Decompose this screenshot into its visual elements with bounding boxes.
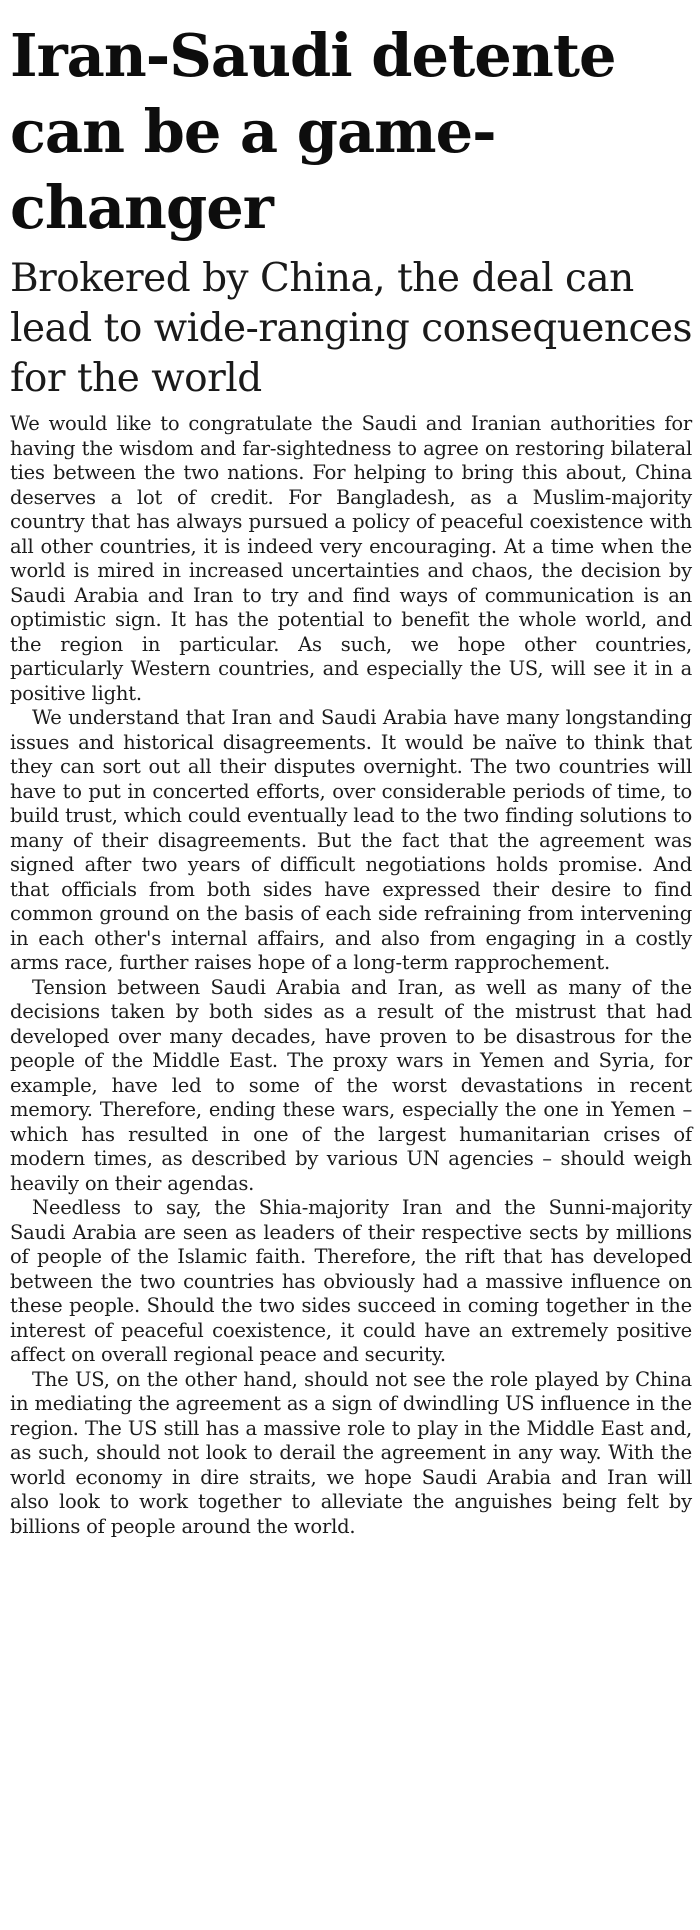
article-body xyxy=(10,412,692,1539)
article-paragraph-2: We understand that Iran and Saudi Arabia have many longstanding issues and historical disagreements. It would be naïve to think that they can sort out all their disputes overnight. The two countries will have to put in concerted efforts, over considerable periods of time, to build trust, which could eventually lead to the two finding solutions to many of their disagreements. But the fact that the agreement was signed after two years of difficult negotiations holds promise. And that officials from both sides have expressed their desire to find common ground on the basis of each side refraining from intervening in each other's internal affairs, and also from engaging in a costly arms race, further raises hope of a long-term rapprochement. xyxy=(10,706,692,974)
article-paragraph-5: The US, on the other hand, should not see the role played by China in mediating the agreement as a sign of dwindling US influence in the region. The US still has a massive role to play in the Middle East and, as such, should not look to derail the agreement in any way. With the world economy in dire straits, we hope Saudi Arabia and Iran will also look to work together to alleviate the anguishes being felt by billions of people around the world. xyxy=(10,1367,692,1538)
article-paragraph-3: Tension between Saudi Arabia and Iran, as well as many of the decisions taken by both sides as a result of the mistrust that had developed over many decades, have proven to be disastrous for the people of the Middle East. The proxy wars in Yemen and Syria, for example, have led to some of the worst devastations in recent memory. Therefore, ending these wars, especially the one in Yemen – which has resulted in one of the largest humanitarian crises of modern times, as described by various UN agencies – should weigh heavily on their agendas. xyxy=(10,975,692,1195)
article-headline: Iran-Saudi detente can be a game-changer xyxy=(10,21,616,242)
article-subheadline: Brokered by China, the deal can lead to wide-ranging consequences for the world xyxy=(10,256,692,401)
article-paragraph-1: We would like to congratulate the Saudi and Iranian authorities for having the wisdom and far-sightedness to agree on restoring bilateral ties between the two nations. For helping to bring this about, China deserves a lot of credit. For Bangladesh, as a Muslim-majority country that has always pursued a policy of peaceful coexistence with all other countries, it is indeed very encouraging. At a time when the world is mired in increased uncertainties and chaos, the decision by Saudi Arabia and Iran to try and find ways of communication is an optimistic sign. It has the potential to benefit the whole world, and the region in particular. As such, we hope other countries, particularly Western countries, and especially the US, will see it in a positive light. xyxy=(10,412,692,705)
article-paragraph-4: Needless to say, the Shia-majority Iran and the Sunni-majority Saudi Arabia are seen as leaders of their respective sects by millions of people of the Islamic faith. Therefore, the rift that has developed between the two countries has obviously had a massive influence on these people. Should the two sides succeed in coming together in the interest of peaceful coexistence, it could have an extremely positive affect on overall regional peace and security. xyxy=(10,1196,692,1366)
editorial-article xyxy=(10,18,692,1539)
